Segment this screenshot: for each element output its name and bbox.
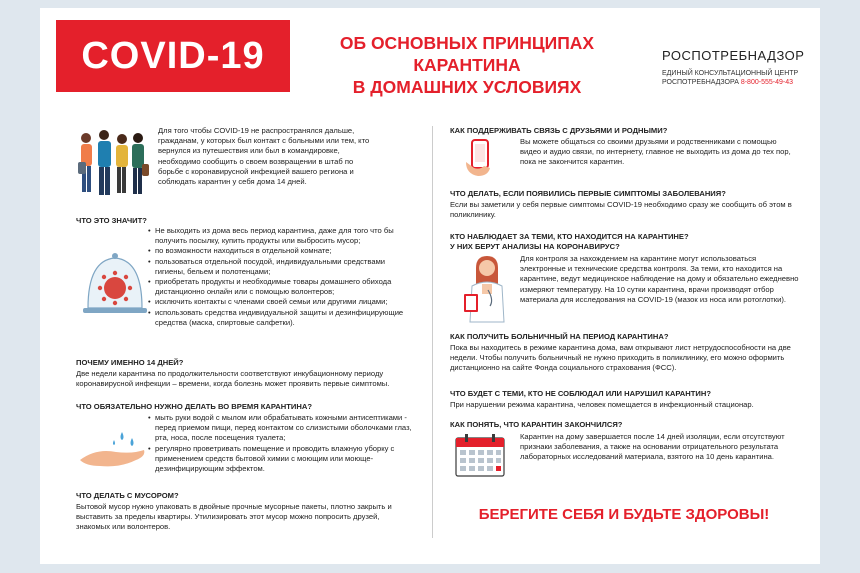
section-observe-title-line1: КТО НАБЛЮДАЕТ ЗА ТЕМИ, КТО НАХОДИТСЯ НА КАРАНТИНЕ?: [450, 232, 689, 241]
list-item: • использовать средства индивидуальной защиты и дезинфицирующие средства (маска, спиртовые салфетки).: [148, 308, 410, 328]
section-symptoms-title: ЧТО ДЕЛАТЬ, ЕСЛИ ПОЯВИЛИСЬ ПЕРВЫЕ СИМПТОМЫ ЗАБОЛЕВАНИЯ?: [450, 189, 726, 198]
list-item: • приобретать продукты и необходимые товары домашнего обихода дистанционно онлайн или с помощью волонтеров;: [148, 277, 410, 297]
phone-hand-icon: [462, 138, 496, 178]
list-item: • Не выходить из дома весь период карантина, даже для того что бы получить посылку, купить продукты или выбросить мусор;: [148, 226, 410, 246]
section-observe-title-line2: У НИХ БЕРУТ АНАЛИЗЫ НА КОРОНАВИРУС?: [450, 242, 620, 251]
main-title-line1: ОБ ОСНОВНЫХ ПРИНЦИПАХ КАРАНТИНА: [339, 33, 595, 75]
section-what-list: [148, 226, 410, 328]
covid-logo: COVID-19: [56, 20, 290, 92]
section-must-list: [148, 413, 412, 474]
section-sick-leave-text: Пока вы находитесь в режиме карантина дома, вам открывают лист нетрудоспособности на две недели. Чтобы получить больничный не нужно приходить в поликлинику, его можно оформить дистанционно на сайте Фонда социального страхования (ФСС).: [450, 343, 791, 373]
section-14days-title: ПОЧЕМУ ИМЕННО 14 ДНЕЙ?: [76, 358, 184, 367]
list-item: • исключить контакты с членами своей семьи или другими лицами;: [148, 297, 410, 307]
section-trash-text: Бытовой мусор нужно упаковать в двойные прочные мусорные пакеты, плотно закрыть и выставить за пределы квартиры. Утилизировать этот мусор можно попросить друзей, знакомых или волонтеров.: [76, 502, 392, 532]
agency-sub2: РОСПОТРЕБНАДЗОРА: [662, 79, 739, 86]
agency-sub1: ЕДИНЫЙ КОНСУЛЬТАЦИОННЫЙ ЦЕНТР: [662, 70, 799, 77]
agency-phone: 8-800-555-49-43: [740, 79, 793, 86]
intro-text: Для того чтобы COVID-19 не распространялся дальше, гражданам, у которых был контакт с больными или тем, кто вернулся из путешествия или был в командировке, необходимо сообщить о своем возвращении в штаб по борьбе с коронавирусной инфекцией вашего региона и соблюдать карантин у себя дома 14 дней.: [158, 126, 370, 187]
list-item: • регулярно проветривать помещение и проводить влажную уборку с применением средств бытовой химии с моющим или моюще-дезинфицирующим эффектом.: [148, 444, 412, 475]
poster: [40, 8, 820, 564]
section-violation-title: ЧТО БУДЕТ С ТЕМИ, КТО НЕ СОБЛЮДАЛ ИЛИ НАРУШИЛ КАРАНТИН?: [450, 389, 711, 398]
section-sick-leave-title: КАК ПОЛУЧИТЬ БОЛЬНИЧНЫЙ НА ПЕРИОД КАРАНТИНА?: [450, 332, 669, 341]
hand-washing-illustration: [76, 426, 148, 470]
doctor-illustration: [460, 254, 514, 324]
calendar-icon: [454, 432, 506, 478]
section-observe-text: Для контроля за нахождением на карантине могут использоваться электронные и технические средства контроля. За теми, кто находится на карантине, ведут медицинское наблюдение на дому и обязательно ежедневно измеряют температуру. На 10 сутки карантина, врачи производят отбор материала для исследования на COVID-19 (мазок из носа или ротоглотки).: [520, 254, 799, 304]
section-symptoms-text: Если вы заметили у себя первые симптомы COVID-19 необходимо сразу же сообщить об этом в поликлинику.: [450, 200, 792, 220]
list-item: • по возможности находиться в отдельной комнате;: [148, 246, 410, 256]
section-contact-title: КАК ПОДДЕРЖИВАТЬ СВЯЗЬ С ДРУЗЬЯМИ И РОДНЫМИ?: [450, 126, 668, 135]
list-item: • мыть руки водой с мылом или обрабатывать кожными антисептиками - перед приемом пищи, перед контактом со слизистыми оболочками глаз, рта, носа, после посещения туалета;: [148, 413, 412, 444]
main-title: [302, 32, 632, 98]
list-item: • пользоваться отдельной посудой, индивидуальными средствами гигиены, бельем и полотенцами;: [148, 257, 410, 277]
section-violation-text: При нарушении режима карантина, человек помещается в инфекционный стационар.: [450, 400, 754, 409]
section-14days-text: Две недели карантина по продолжительности соответствуют инкубационному периоду коронавирусной инфекции – времени, когда болезнь может проявить первые симптомы.: [76, 369, 390, 389]
people-illustration: [74, 126, 150, 204]
section-end-text: Карантин на дому завершается после 14 дней изоляции, если отсутствуют признаки заболевания, а также на основании отрицательного результата лабораторных исследований материала, взятого на 10 день карантина.: [520, 432, 785, 462]
agency-block: [662, 48, 812, 87]
agency-subtitle: [662, 69, 812, 87]
column-divider: [432, 126, 433, 538]
section-must-title: ЧТО ОБЯЗАТЕЛЬНО НУЖНО ДЕЛАТЬ ВО ВРЕМЯ КАРАНТИНА?: [76, 402, 312, 411]
section-what-title: ЧТО ЭТО ЗНАЧИТ?: [76, 216, 147, 225]
section-end-title: КАК ПОНЯТЬ, ЧТО КАРАНТИН ЗАКОНЧИЛСЯ?: [450, 420, 623, 429]
footer-slogan: БЕРЕГИТЕ СЕБЯ И БУДЬТЕ ЗДОРОВЫ!: [478, 506, 770, 523]
section-trash-title: ЧТО ДЕЛАТЬ С МУСОРОМ?: [76, 491, 179, 500]
agency-name: РОСПОТРЕБНАДЗОР: [662, 48, 805, 63]
virus-dome-illustration: [80, 250, 150, 316]
section-observe-title: [450, 232, 689, 252]
main-title-line2: В ДОМАШНИХ УСЛОВИЯХ: [352, 77, 582, 97]
section-contact-text: Вы можете общаться со своими друзьями и родственниками с помощью видео и аудио связи, по интернету, главное не выходить из дома до тех пор, пока не закончится карантин.: [520, 137, 791, 167]
